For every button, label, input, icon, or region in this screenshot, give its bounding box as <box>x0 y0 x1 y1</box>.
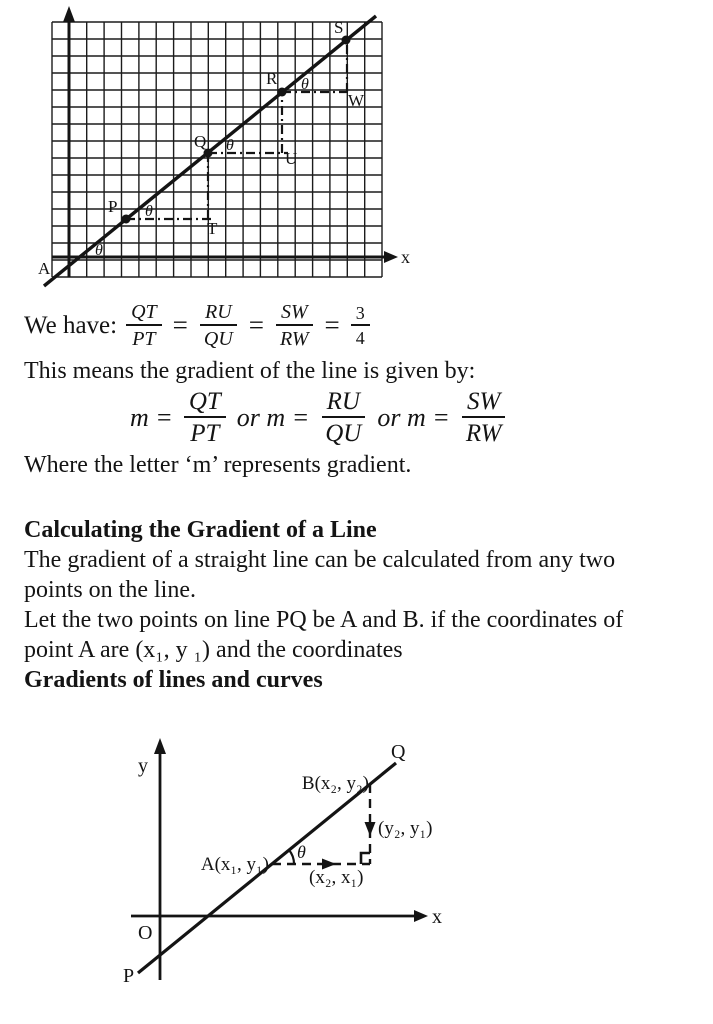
section-heading: Calculating the Gradient of a Line <box>24 517 377 543</box>
y-axis-arrow-icon <box>63 6 75 22</box>
grid-line-diagram <box>0 0 440 300</box>
down-arrow-icon <box>365 822 376 836</box>
point-label-s: S <box>334 18 344 37</box>
diagram-labels <box>123 741 442 987</box>
fraction-denominator: PT <box>190 420 220 447</box>
fraction-numerator: SW <box>276 302 313 326</box>
equals-sign: = <box>172 310 188 340</box>
equation-m-gradient <box>130 389 506 446</box>
fraction-denominator: RW <box>280 328 309 350</box>
fraction-denominator: QU <box>325 420 362 447</box>
x-axis-arrow-icon <box>384 251 398 263</box>
body-line: point A are (x₁, y ₁) and the coordinates <box>24 637 403 663</box>
fraction-ru-qu <box>320 389 366 446</box>
paragraph-gradient-intro: This means the gradient of the line is given by: <box>24 358 476 384</box>
we-have-prefix: We have: <box>24 311 118 339</box>
point-label-u: U <box>285 149 298 168</box>
point-label-q: Q <box>391 741 406 763</box>
x-axis-arrow-icon <box>414 910 428 922</box>
fraction-numerator: RU <box>200 302 237 326</box>
fraction-numerator: SW <box>462 389 505 418</box>
point-label-r: R <box>266 69 278 88</box>
equals-sign: = <box>248 310 265 340</box>
right-angle-mark <box>361 853 370 864</box>
theta-arc <box>289 850 294 864</box>
delta-x-label: (x₂, x₁) <box>309 867 364 888</box>
point-r-dot <box>278 88 287 97</box>
fraction-numerator: RU <box>322 389 365 418</box>
point-b-label: B(x₂, y₂) <box>301 773 369 794</box>
body-line: points on the line. <box>24 577 196 603</box>
fraction-ru-qu <box>199 302 238 349</box>
body-line: Let the two points on line PQ be A and B. if the coordinates of <box>24 607 624 633</box>
fraction-denominator: RW <box>465 420 502 447</box>
body-line: The gradient of a straight line can be calculated from any two <box>24 547 616 573</box>
delta-y-label: (y₂, y₁) <box>378 818 433 839</box>
theta-label-p: θ <box>145 203 153 220</box>
equation-we-have <box>24 302 370 349</box>
equals-sign: = <box>324 310 340 340</box>
or-m-equals: or m = <box>377 402 450 432</box>
point-label-w: W <box>348 91 365 110</box>
fraction-three-quarters <box>351 304 370 347</box>
fraction-sw-rw <box>461 389 507 446</box>
or-m-equals: or m = <box>236 402 310 432</box>
point-label-t: T <box>207 219 218 238</box>
coordinate-labels <box>201 773 433 888</box>
point-label-a: A <box>38 259 51 278</box>
point-p-dot <box>122 215 131 224</box>
origin-label: O <box>138 922 153 944</box>
fraction-qt-pt <box>184 389 226 446</box>
point-a-label: A(x₁, y₁) <box>200 854 269 875</box>
fraction-denominator: 4 <box>355 328 365 348</box>
point-label-q: Q <box>194 132 207 151</box>
theta-labels <box>95 76 309 259</box>
m-equals: m = <box>130 402 173 432</box>
fraction-denominator: QU <box>203 328 233 350</box>
fraction-numerator: 3 <box>351 304 370 326</box>
fraction-sw-rw <box>275 302 314 349</box>
y-axis-label: y <box>138 755 148 777</box>
section-calculating-gradient <box>24 515 623 695</box>
theta-label-r: θ <box>301 76 309 93</box>
y-axis-arrow-icon <box>154 738 166 754</box>
theta-label-q: θ <box>226 137 234 154</box>
theta-label: θ <box>297 842 306 862</box>
fraction-numerator: QT <box>126 302 162 326</box>
paragraph-where-letter-m: Where the letter ‘m’ represents gradient. <box>24 452 412 478</box>
x-axis-label: x <box>401 247 410 267</box>
point-label-p: P <box>123 965 135 987</box>
fraction-denominator: PT <box>132 328 156 350</box>
theta-label-axis: θ <box>95 242 103 259</box>
gradient-definition-diagram <box>0 730 460 1024</box>
fraction-numerator: QT <box>184 389 226 418</box>
section-subheading: Gradients of lines and curves <box>24 667 323 693</box>
x-axis-label: x <box>432 906 442 928</box>
fraction-qt-pt <box>126 302 162 349</box>
point-label-p: P <box>108 197 118 216</box>
